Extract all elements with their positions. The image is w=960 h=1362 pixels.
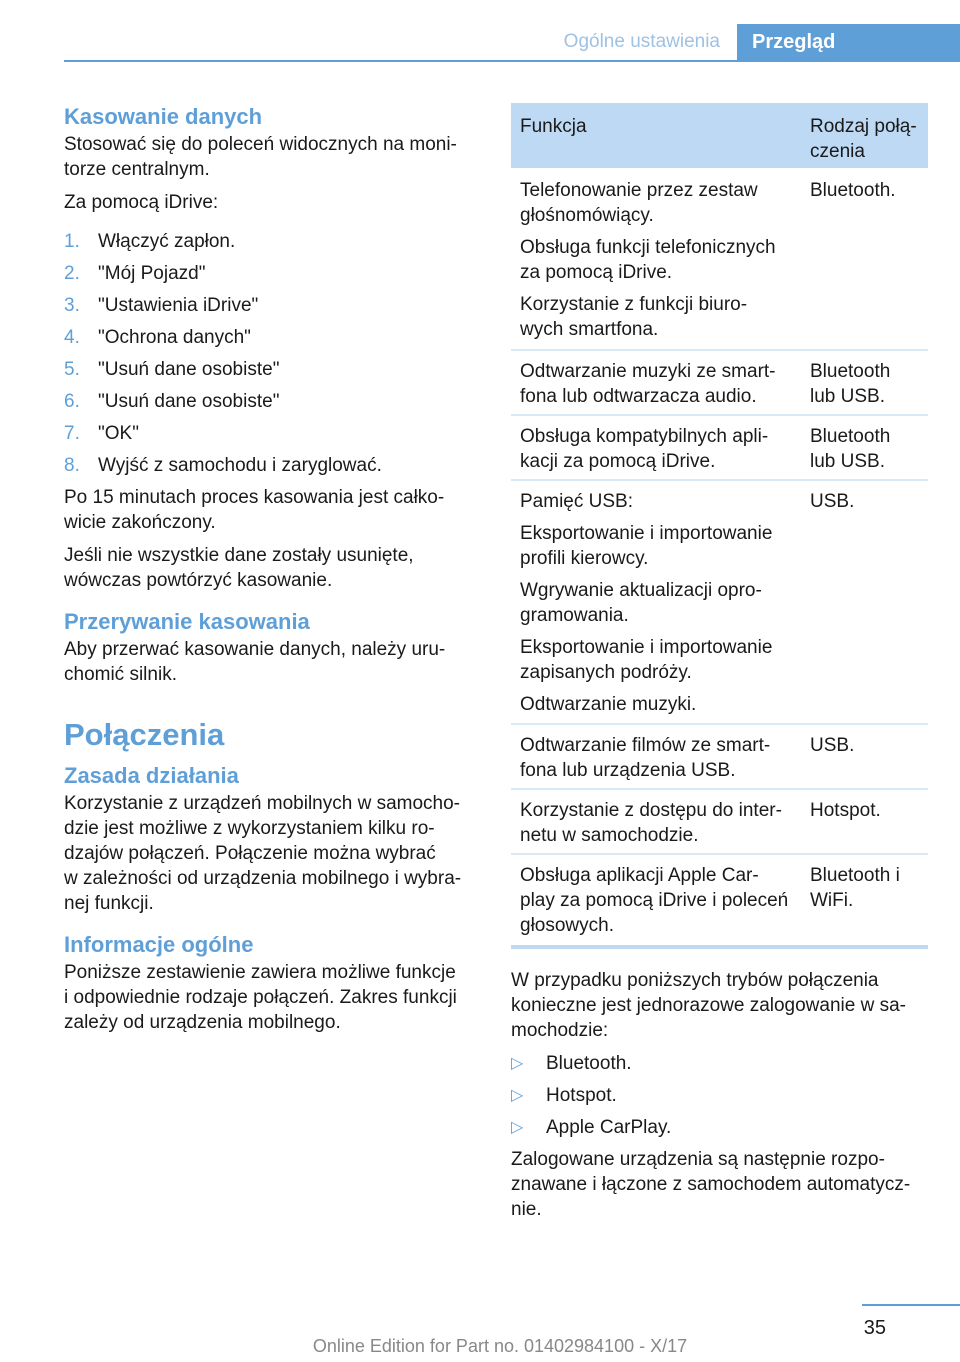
list-item <box>511 1051 931 1083</box>
step-text: Wyjść z samochodu i zaryglować. <box>98 455 382 476</box>
triangle-bullet-icon: ▷ <box>511 1087 524 1104</box>
text-line: torze centralnym. <box>64 159 210 180</box>
list-item <box>64 421 478 453</box>
cell-rodzaj <box>810 798 928 823</box>
step-text: "Usuń dane osobiste" <box>98 359 280 380</box>
text-line: Telefonowanie przez zestaw <box>520 180 758 201</box>
step-number: 4. <box>64 327 80 348</box>
list-item <box>64 453 478 485</box>
text-line: Hotspot. <box>810 800 881 821</box>
text-line: głośnomówiący. <box>520 205 654 226</box>
step-text: Włączyć zapłon. <box>98 231 236 252</box>
text-line: Bluetooth <box>810 426 891 447</box>
informacje-text <box>64 960 478 1035</box>
text-line: W przypadku poniższych trybów połączenia <box>511 970 879 991</box>
text-line: głosowych. <box>520 915 614 936</box>
text-line: Eksportowanie i importowanie <box>520 523 773 544</box>
text-line: chomić silnik. <box>64 664 177 685</box>
step-text: "OK" <box>98 423 139 444</box>
przerywanie-text <box>64 637 478 687</box>
heading-informacje: Informacje ogólne <box>64 932 254 957</box>
step-number: 7. <box>64 423 80 444</box>
cell-funkcja <box>520 733 802 783</box>
table-row <box>511 168 928 351</box>
step-text: "Usuń dane osobiste" <box>98 391 280 412</box>
step-number: 6. <box>64 391 80 412</box>
step-text: "Mój Pojazd" <box>98 263 206 284</box>
text-line: Pamięć USB: <box>520 491 633 512</box>
text-line: profili kierowcy. <box>520 548 649 569</box>
list-item <box>64 229 478 261</box>
text-line: Stosować się do poleceń widocznych na moni- <box>64 134 457 155</box>
header-funkcja: Funkcja <box>520 116 587 137</box>
text-line: Korzystanie z funkcji biuro- <box>520 294 748 315</box>
footer-rule <box>862 1304 960 1306</box>
triangle-bullet-icon: ▷ <box>511 1119 524 1136</box>
text-line: Obsługa funkcji telefonicznych <box>520 237 776 258</box>
text-line: Obsługa aplikacji Apple Car- <box>520 865 759 886</box>
text-line: netu w samochodzie. <box>520 825 699 846</box>
text-line: lub USB. <box>810 451 885 472</box>
step-number: 5. <box>64 359 80 380</box>
kasowanie-pomoc: Za pomocą iDrive: <box>64 192 219 213</box>
text-line: zapisanych podróży. <box>520 662 692 683</box>
text-line: Odtwarzanie muzyki ze smart- <box>520 361 776 382</box>
cell-para <box>520 521 802 571</box>
table-row <box>511 855 928 949</box>
table-row <box>511 416 928 481</box>
text-line: fona lub odtwarzacza audio. <box>520 386 757 407</box>
cell-funkcja <box>520 863 802 938</box>
step-number: 2. <box>64 263 80 284</box>
text-line: kacji za pomocą iDrive. <box>520 451 716 472</box>
bullet-list <box>511 1051 931 1147</box>
cell-rodzaj <box>810 489 928 514</box>
text-line: Aby przerwać kasowanie danych, należy uru- <box>64 639 446 660</box>
text-line: wych smartfona. <box>520 319 659 340</box>
heading-przerywanie: Przerywanie kasowania <box>64 609 310 634</box>
page-number: 35 <box>863 1317 886 1339</box>
table-row <box>511 481 928 725</box>
kasowanie-intro <box>64 132 478 182</box>
heading-kasowanie: Kasowanie danych <box>64 104 263 129</box>
text-line: wicie zakończony. <box>64 512 216 533</box>
cell-rodzaj <box>810 733 928 758</box>
text-line: USB. <box>810 491 855 512</box>
step-number: 1. <box>64 231 80 252</box>
table-row <box>511 351 928 416</box>
cell-funkcja <box>520 489 802 724</box>
functions-table <box>511 103 928 949</box>
header-rule <box>64 60 960 62</box>
text-line: Bluetooth <box>810 361 891 382</box>
login-outro <box>511 1147 931 1222</box>
bullet-text: Hotspot. <box>546 1085 617 1106</box>
list-item <box>64 293 478 325</box>
table-row <box>511 790 928 855</box>
list-item <box>64 325 478 357</box>
table-row <box>511 725 928 790</box>
text-line: Odtwarzanie filmów ze smart- <box>520 735 771 756</box>
text-line: USB. <box>810 735 855 756</box>
cell-para <box>520 292 802 342</box>
kasowanie-after-1 <box>64 485 478 535</box>
cell-para <box>520 235 802 285</box>
text-line: Po 15 minutach proces kasowania jest całko- <box>64 487 445 508</box>
cell-funkcja <box>520 798 802 848</box>
text-line: nej funkcji. <box>64 893 154 914</box>
step-text: "Ochrona danych" <box>98 327 251 348</box>
text-line: Poniższe zestawienie zawiera możliwe funkcje <box>64 962 456 983</box>
list-item <box>64 357 478 389</box>
table-header <box>511 103 928 168</box>
text-line: w zależności od urządzenia mobilnego i wybra- <box>64 868 462 889</box>
header-rodzaj <box>810 114 928 164</box>
cell-funkcja <box>520 424 802 474</box>
bullet-text: Apple CarPlay. <box>546 1117 672 1138</box>
cell-rodzaj <box>810 359 928 409</box>
text-line: Bluetooth i <box>810 865 900 886</box>
text-line: nie. <box>511 1199 542 1220</box>
text-line: lub USB. <box>810 386 885 407</box>
text-line: dzajów połączeń. Połączenie można wybrać <box>64 843 436 864</box>
cell-funkcja <box>520 178 802 349</box>
login-intro <box>511 968 931 1043</box>
text-line: konieczne jest jednorazowe zalogowanie w sa- <box>511 995 907 1016</box>
steps-list <box>64 229 478 485</box>
cell-para <box>520 578 802 628</box>
bullet-text: Bluetooth. <box>546 1053 632 1074</box>
text-line: czenia <box>810 141 865 162</box>
heading-zasada: Zasada działania <box>64 763 239 788</box>
text-line: gramowania. <box>520 605 629 626</box>
text-line: i odpowiednie rodzaje połączeń. Zakres funkcji <box>64 987 457 1008</box>
zasada-text <box>64 791 478 916</box>
section-title: Ogólne ustawienia <box>563 31 720 52</box>
text-line: Jeśli nie wszystkie dane zostały usunięte, <box>64 545 414 566</box>
text-line: Korzystanie z dostępu do inter- <box>520 800 782 821</box>
text-line: Obsługa kompatybilnych apli- <box>520 426 769 447</box>
text-line: znawane i łączone z samochodem automatycz- <box>511 1174 911 1195</box>
cell-rodzaj <box>810 178 928 203</box>
text-line: WiFi. <box>810 890 854 911</box>
text-line: Bluetooth. <box>810 180 896 201</box>
step-number: 8. <box>64 455 80 476</box>
text-line: Rodzaj połą- <box>810 116 917 137</box>
text-line: play za pomocą iDrive i poleceń <box>520 890 789 911</box>
cell-rodzaj <box>810 863 928 913</box>
step-text: "Ustawienia iDrive" <box>98 295 259 316</box>
right-column-text <box>511 968 931 1230</box>
edition-footer: Online Edition for Part no. 01402984100 - X/17 <box>312 1336 688 1356</box>
text-line: Eksportowanie i importowanie <box>520 637 773 658</box>
text-line: zależy od urządzenia mobilnego. <box>64 1012 341 1033</box>
text-line: Wgrywanie aktualizacji opro- <box>520 580 762 601</box>
list-item <box>511 1083 931 1115</box>
triangle-bullet-icon: ▷ <box>511 1055 524 1072</box>
text-line: fona lub urządzenia USB. <box>520 760 736 781</box>
cell-para <box>520 635 802 685</box>
text-line: dzie jest możliwe z wykorzystaniem kilku ro- <box>64 818 435 839</box>
text-line: Korzystanie z urządzeń mobilnych w samocho- <box>64 793 461 814</box>
text-line: Odtwarzanie muzyki. <box>520 694 697 715</box>
text-line: Zalogowane urządzenia są następnie rozpo- <box>511 1149 885 1170</box>
cell-rodzaj <box>810 424 928 474</box>
cell-funkcja <box>520 359 802 409</box>
list-item <box>511 1115 931 1147</box>
list-item <box>64 261 478 293</box>
left-column <box>64 102 478 1043</box>
step-number: 3. <box>64 295 80 316</box>
heading-polaczenia: Połączenia <box>64 717 225 752</box>
list-item <box>64 389 478 421</box>
kasowanie-after-2 <box>64 543 478 593</box>
cell-para <box>520 178 802 228</box>
text-line: za pomocą iDrive. <box>520 262 673 283</box>
text-line: mochodzie: <box>511 1020 609 1041</box>
tab-overview[interactable]: Przegląd <box>737 24 960 61</box>
text-line: wówczas powtórzyć kasowanie. <box>64 570 333 591</box>
